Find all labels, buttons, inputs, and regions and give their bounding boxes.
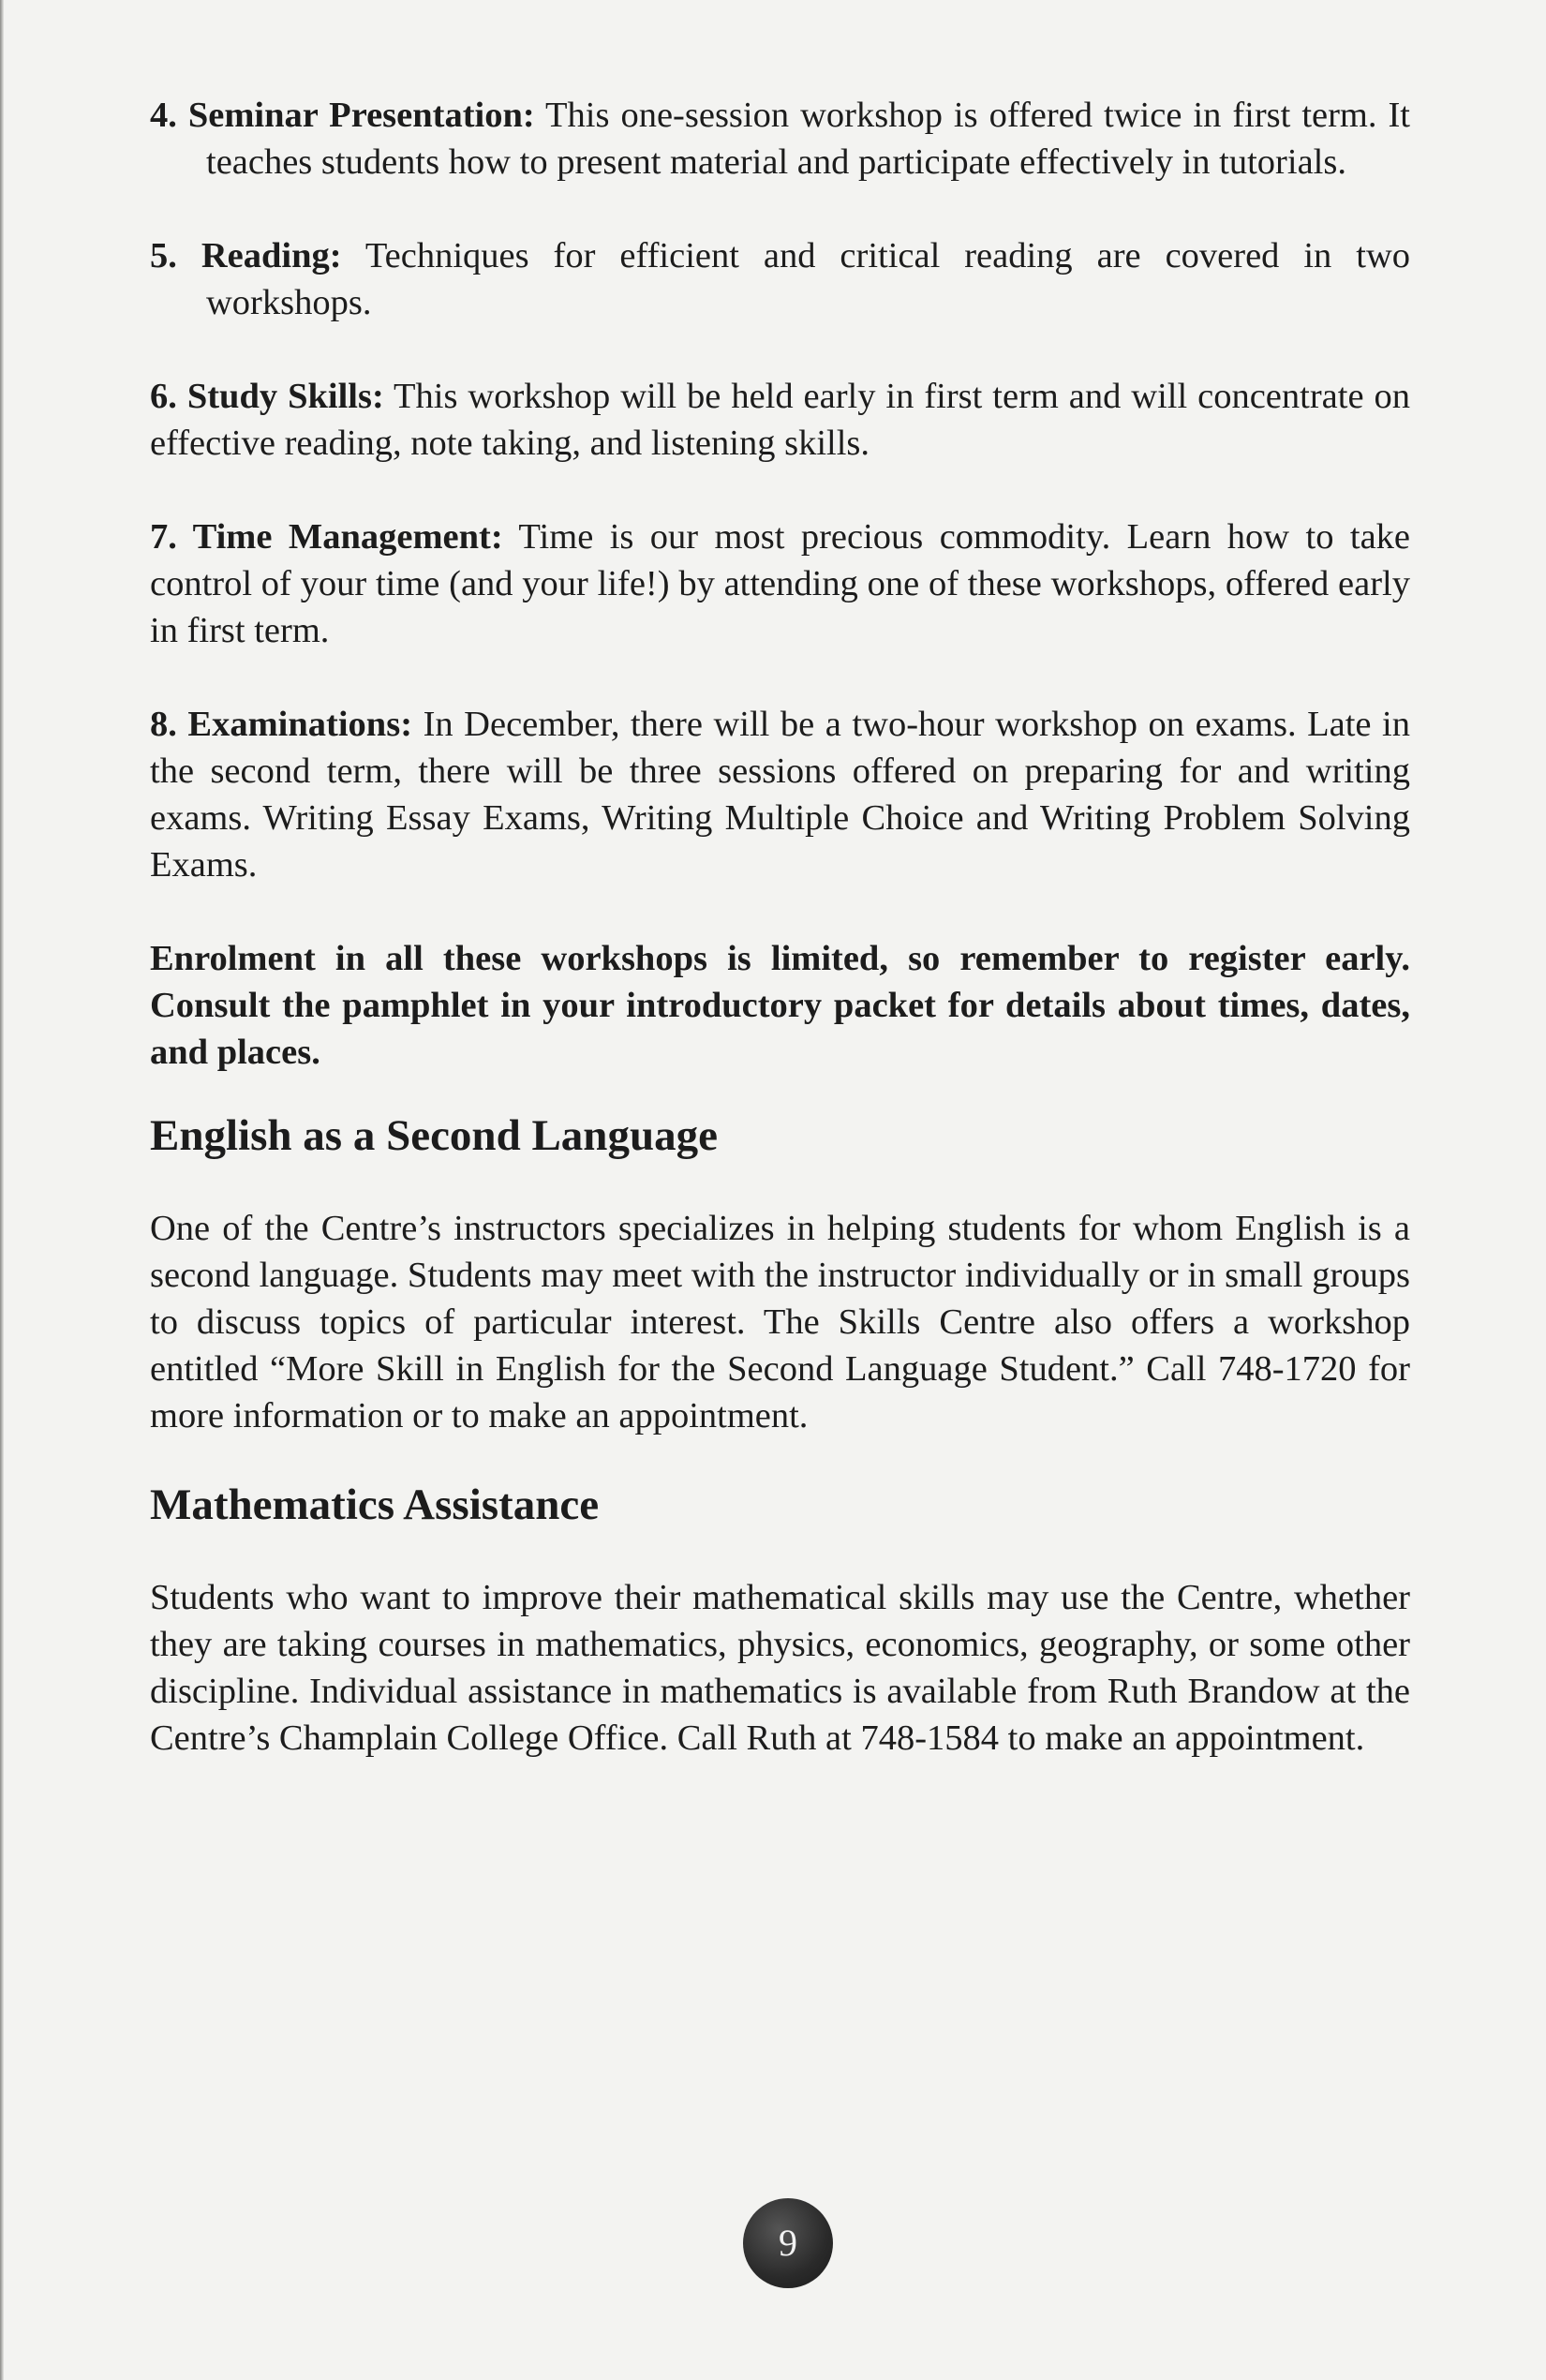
page-content	[150, 92, 1410, 1799]
list-item-examinations	[150, 701, 1410, 888]
item-text: This one-session workshop is offered twice in first term. It teaches students how to present material and participate effectively in tutorials.	[206, 96, 1411, 182]
page-number-badge: 9	[743, 2198, 833, 2288]
esl-paragraph: One of the Centre’s instructors specializes in helping students for whom English is a second language. Students may meet with the instructor individually or in small groups to discuss topics of particular interest. The Skills Centre also offers a workshop entitled “More Skill in English for the Second Language Student.” Call 748-1720 for more information or to make an appointment.	[150, 1209, 1410, 1435]
math-heading: Mathematics Assistance	[150, 1480, 600, 1529]
item-text: In December, there will be a two-hour workshop on exams. Late in the second term, there will be three sessions offered on preparing for and writing exams. Writing Essay Exams, Writing Multiple Choice and Writing Problem Solving Exams.	[150, 705, 1410, 885]
list-item-study-skills	[150, 373, 1410, 467]
item-text: Time is our most precious commodity. Learn how to take control of your time (and your life!) by attending one of these workshops, offered early in first term.	[150, 517, 1411, 650]
item-label: 4. Seminar Presentation:	[150, 96, 535, 135]
list-item-reading	[150, 232, 1410, 326]
list-item-time-management	[150, 513, 1410, 654]
esl-heading: English as a Second Language	[150, 1111, 718, 1160]
enrolment-notice: Enrolment in all these workshops is limited, so remember to register early. Consult the pamphlet in your introductory packet for details about times, dates, and places.	[150, 939, 1410, 1072]
item-label: 6. Study Skills:	[150, 377, 384, 416]
item-text: Techniques for efficient and critical reading are covered in two workshops.	[206, 236, 1411, 322]
item-label: 5. Reading:	[150, 236, 342, 275]
math-paragraph: Students who want to improve their mathematical skills may use the Centre, whether they are taking courses in mathematics, physics, economics, geography, or some other discipline. Individual assistance in mathematics is available from Ruth Brandow at the Centre’s Champlain College Office. Call Ruth at 748-1584 to make an appointment.	[150, 1578, 1410, 1758]
item-label: 7. Time Management:	[150, 517, 503, 557]
item-label: 8. Examinations:	[150, 705, 413, 744]
list-item-seminar	[150, 92, 1410, 186]
item-text: This workshop will be held early in first term and will concentrate on effective reading, note taking, and listening skills.	[150, 377, 1410, 463]
page-edge	[0, 0, 4, 2380]
